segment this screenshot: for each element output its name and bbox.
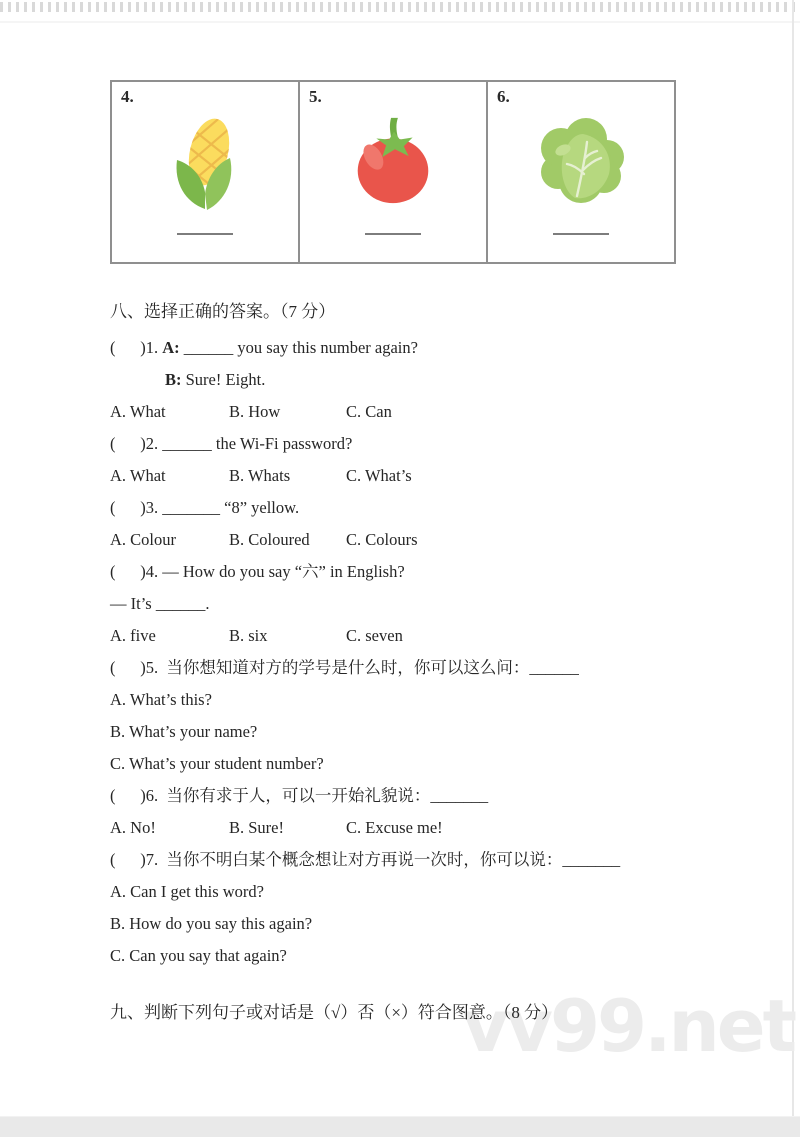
choice-option: A. Colour bbox=[110, 530, 176, 549]
picture-table bbox=[110, 80, 676, 264]
section-9 bbox=[110, 997, 750, 1029]
speaker-label: A: bbox=[162, 338, 180, 357]
watermark: vv99.net bbox=[462, 984, 794, 1068]
choice-option: B. Coloured bbox=[229, 530, 310, 549]
option-5b: B. What’s your name? bbox=[110, 722, 258, 741]
choice-option: C. Excuse me! bbox=[346, 818, 443, 837]
cabbage-icon bbox=[531, 112, 631, 211]
choice-option: C. Colours bbox=[346, 530, 418, 549]
question-1-reply bbox=[110, 364, 710, 396]
question-text: Sure! Eight. bbox=[181, 370, 266, 389]
page-bottom-edge bbox=[0, 1116, 800, 1137]
section-9-heading: 九、判断下列句子或对话是（√）否（×）符合图意。（8 分） bbox=[110, 1003, 559, 1022]
choice-option: C. seven bbox=[346, 626, 403, 645]
question-1 bbox=[110, 332, 710, 364]
question-2: ( )2. ______ the Wi-Fi password? bbox=[110, 434, 353, 453]
options-3 bbox=[110, 524, 710, 556]
question-text: ( )1. bbox=[110, 338, 163, 357]
options-2 bbox=[110, 460, 710, 492]
item-number: 4. bbox=[121, 87, 134, 106]
choice-option: C. Can bbox=[346, 402, 392, 421]
answer-blank[interactable] bbox=[365, 233, 421, 235]
choice-option: B. six bbox=[229, 626, 268, 645]
options-4 bbox=[110, 620, 710, 652]
perforation-edge bbox=[0, 2, 800, 12]
choice-option: A. No! bbox=[110, 818, 156, 837]
scan-fold-line bbox=[0, 21, 800, 23]
item-number: 6. bbox=[497, 87, 510, 106]
choice-option: A. five bbox=[110, 626, 156, 645]
question-3: ( )3. _______ “8” yellow. bbox=[110, 498, 300, 517]
corn-icon bbox=[167, 112, 243, 219]
question-4: ( )4. — How do you say “六” in English? bbox=[110, 562, 405, 581]
question-6: ( )6. 当你有求于人，可以一开始礼貌说：_______ bbox=[110, 786, 489, 805]
option-5a: A. What’s this? bbox=[110, 690, 212, 709]
answer-blank[interactable] bbox=[553, 233, 609, 235]
question-7: ( )7. 当你不明白某个概念想让对方再说一次时，你可以说：_______ bbox=[110, 850, 621, 869]
options-1 bbox=[110, 396, 710, 428]
options-6 bbox=[110, 812, 710, 844]
choice-option: C. What’s bbox=[346, 466, 412, 485]
choice-option: A. What bbox=[110, 466, 166, 485]
choice-option: B. Whats bbox=[229, 466, 291, 485]
answer-blank[interactable] bbox=[177, 233, 233, 235]
question-5: ( )5. 当你想知道对方的学号是什么时，你可以这么问：______ bbox=[110, 658, 579, 677]
section-8-heading: 八、选择正确的答案。（7 分） bbox=[110, 302, 336, 321]
picture-cell-6 bbox=[488, 82, 674, 262]
tomato-icon bbox=[344, 112, 442, 215]
question-4-reply: — It’s ______. bbox=[110, 594, 210, 613]
picture-cell-4 bbox=[112, 82, 300, 262]
section-8 bbox=[110, 296, 710, 972]
page-right-edge bbox=[792, 0, 794, 1137]
choice-option: B. Sure! bbox=[229, 818, 284, 837]
item-number: 5. bbox=[309, 87, 322, 106]
option-7a: A. Can I get this word? bbox=[110, 882, 264, 901]
option-7b: B. How do you say this again? bbox=[110, 914, 313, 933]
option-5c: C. What’s your student number? bbox=[110, 754, 324, 773]
option-7c: C. Can you say that again? bbox=[110, 946, 287, 965]
speaker-label: B: bbox=[165, 370, 182, 389]
picture-cell-5 bbox=[300, 82, 488, 262]
question-text: ______ you say this number again? bbox=[179, 338, 418, 357]
choice-option: A. What bbox=[110, 402, 166, 421]
choice-option: B. How bbox=[229, 402, 281, 421]
section-8-questions bbox=[110, 332, 710, 972]
